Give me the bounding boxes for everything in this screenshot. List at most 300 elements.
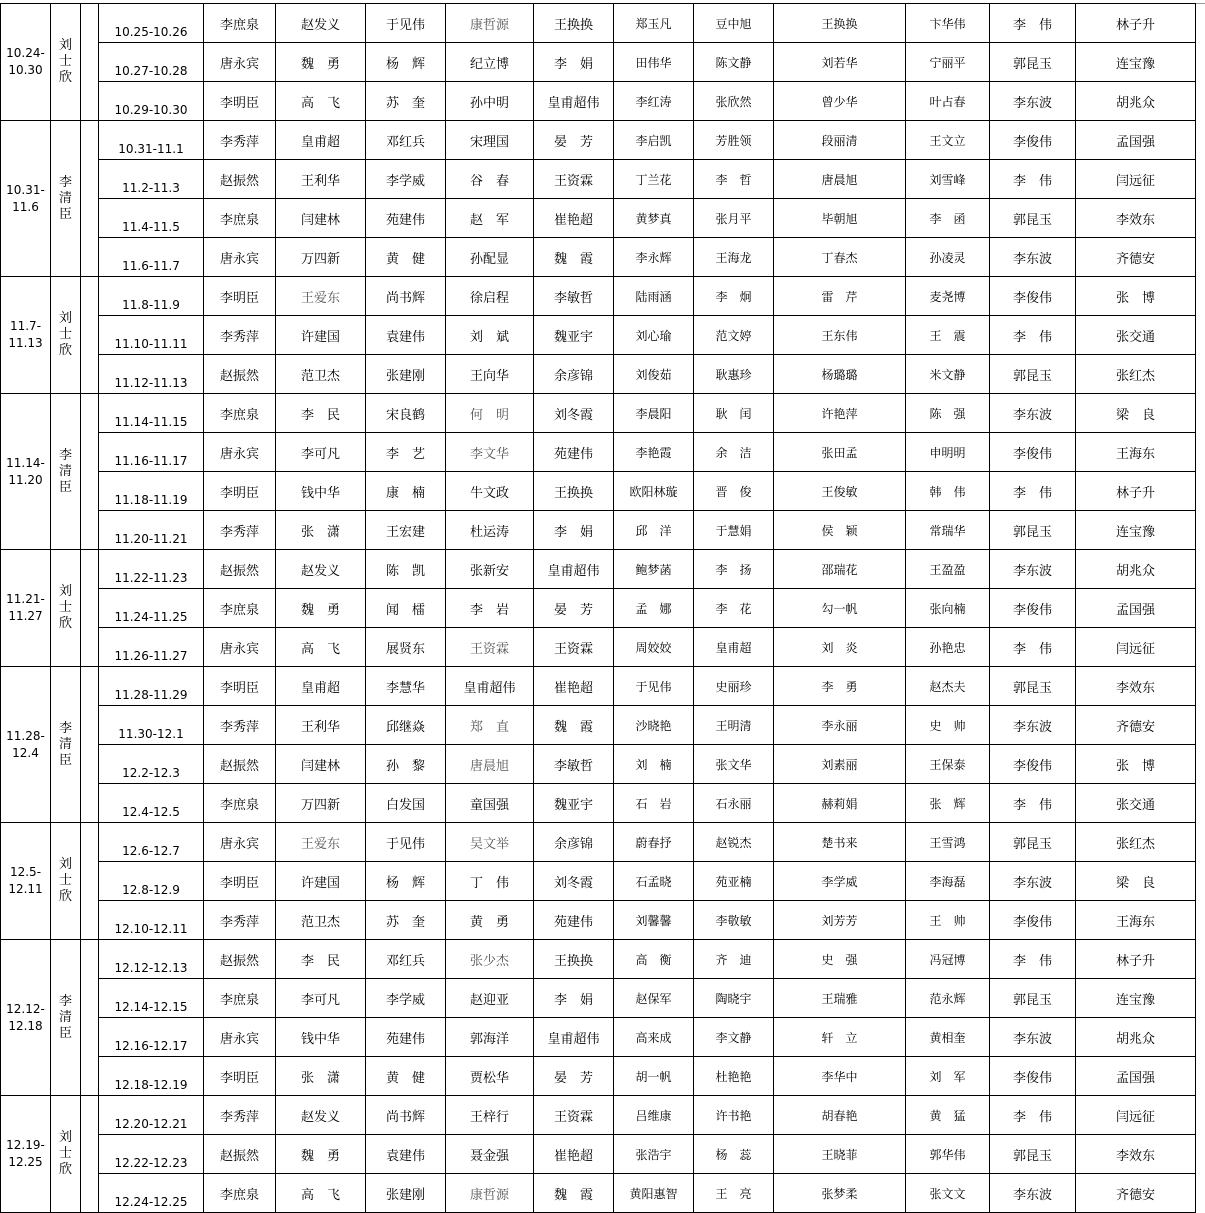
staff-name-cell: 唐永宾 xyxy=(204,43,276,82)
staff-name-cell: 芳胜领 xyxy=(694,121,774,160)
table-row xyxy=(1,667,1196,706)
table-row xyxy=(1,1174,1196,1213)
staff-name-cell: 康哲源 xyxy=(446,1174,534,1213)
week-range-cell: 10.31- 11.6 xyxy=(1,121,51,277)
staff-name-cell: 李 娟 xyxy=(534,43,614,82)
staff-name-cell: 唐永宾 xyxy=(204,628,276,667)
table-row xyxy=(1,199,1196,238)
staff-name-cell: 崔艳超 xyxy=(534,199,614,238)
staff-name-cell: 李庶泉 xyxy=(204,784,276,823)
staff-name-cell: 李可凡 xyxy=(276,979,366,1018)
staff-name-cell: 张新安 xyxy=(446,550,534,589)
staff-name-cell: 皇甫超伟 xyxy=(534,1018,614,1057)
staff-name-cell: 李 炯 xyxy=(694,277,774,316)
staff-name-cell: 宋理国 xyxy=(446,121,534,160)
staff-name-cell: 魏 勇 xyxy=(276,1135,366,1174)
staff-name-cell: 皇甫超伟 xyxy=(534,550,614,589)
staff-name-cell: 王资霖 xyxy=(534,628,614,667)
staff-name-cell: 晏 芳 xyxy=(534,589,614,628)
staff-name-cell: 张红杰 xyxy=(1076,355,1196,394)
date-cell: 12.18-12.19 xyxy=(99,1057,204,1096)
date-cell: 10.27-10.28 xyxy=(99,43,204,82)
staff-name-cell: 赵振然 xyxy=(204,1135,276,1174)
week-range-cell: 11.28- 12.4 xyxy=(1,667,51,823)
staff-name-cell: 魏 勇 xyxy=(276,43,366,82)
table-row xyxy=(1,940,1196,979)
staff-name-cell: 耿 闰 xyxy=(694,394,774,433)
staff-name-cell: 孟国强 xyxy=(1076,589,1196,628)
duty-leader-cell: 李 清 臣 xyxy=(51,121,81,277)
staff-name-cell: 李 扬 xyxy=(694,550,774,589)
staff-name-cell: 林子升 xyxy=(1076,4,1196,43)
staff-name-cell: 李海磊 xyxy=(906,862,990,901)
staff-name-cell: 李明臣 xyxy=(204,1057,276,1096)
staff-name-cell: 苑建伟 xyxy=(366,199,446,238)
staff-name-cell: 李俊伟 xyxy=(990,121,1076,160)
table-row xyxy=(1,862,1196,901)
date-cell: 12.12-12.13 xyxy=(99,940,204,979)
staff-name-cell: 皇甫超 xyxy=(276,121,366,160)
staff-name-cell: 张向楠 xyxy=(906,589,990,628)
staff-name-cell: 于见伟 xyxy=(614,667,694,706)
table-row xyxy=(1,706,1196,745)
date-cell: 11.2-11.3 xyxy=(99,160,204,199)
staff-name-cell: 李东波 xyxy=(990,238,1076,277)
staff-name-cell: 王盈盈 xyxy=(906,550,990,589)
week-range-cell: 12.5- 12.11 xyxy=(1,823,51,940)
staff-name-cell: 张 潇 xyxy=(276,511,366,550)
staff-name-cell: 刘馨馨 xyxy=(614,901,694,940)
staff-name-cell: 郭昆玉 xyxy=(990,43,1076,82)
staff-name-cell: 李东波 xyxy=(990,82,1076,121)
staff-name-cell: 晋 俊 xyxy=(694,472,774,511)
table-row xyxy=(1,1057,1196,1096)
staff-name-cell: 王 亮 xyxy=(694,1174,774,1213)
staff-name-cell: 李 艺 xyxy=(366,433,446,472)
staff-name-cell: 齐德安 xyxy=(1076,1174,1196,1213)
staff-name-cell: 钱中华 xyxy=(276,1018,366,1057)
staff-name-cell: 毕朝旭 xyxy=(774,199,906,238)
date-cell: 10.25-10.26 xyxy=(99,4,204,43)
staff-name-cell: 郭昆玉 xyxy=(990,355,1076,394)
spacer-cell xyxy=(81,1096,99,1213)
staff-name-cell: 李秀萍 xyxy=(204,1096,276,1135)
staff-name-cell: 李庶泉 xyxy=(204,4,276,43)
staff-name-cell: 段丽清 xyxy=(774,121,906,160)
staff-name-cell: 唐晨旭 xyxy=(774,160,906,199)
staff-name-cell: 黄阳惠智 xyxy=(614,1174,694,1213)
staff-name-cell: 李东波 xyxy=(990,394,1076,433)
staff-name-cell: 王宏建 xyxy=(366,511,446,550)
staff-name-cell: 苏 奎 xyxy=(366,82,446,121)
staff-name-cell: 许书艳 xyxy=(694,1096,774,1135)
staff-name-cell: 常瑞华 xyxy=(906,511,990,550)
table-row xyxy=(1,1135,1196,1174)
staff-name-cell: 冯冠博 xyxy=(906,940,990,979)
staff-name-cell: 李艳霞 xyxy=(614,433,694,472)
staff-name-cell: 李庶泉 xyxy=(204,199,276,238)
staff-name-cell: 李东波 xyxy=(990,862,1076,901)
staff-name-cell: 韩 伟 xyxy=(906,472,990,511)
week-range-cell: 11.7- 11.13 xyxy=(1,277,51,394)
date-cell: 11.16-11.17 xyxy=(99,433,204,472)
staff-name-cell: 赵迎亚 xyxy=(446,979,534,1018)
staff-name-cell: 王资霖 xyxy=(534,1096,614,1135)
staff-name-cell: 唐永宾 xyxy=(204,1018,276,1057)
staff-name-cell: 李东波 xyxy=(990,1018,1076,1057)
staff-name-cell: 李敬敏 xyxy=(694,901,774,940)
staff-name-cell: 黄 健 xyxy=(366,238,446,277)
staff-name-cell: 刘冬霞 xyxy=(534,862,614,901)
staff-name-cell: 丁 伟 xyxy=(446,862,534,901)
staff-name-cell: 皇甫超 xyxy=(276,667,366,706)
staff-name-cell: 闫远征 xyxy=(1076,1096,1196,1135)
staff-name-cell: 杜艳艳 xyxy=(694,1057,774,1096)
staff-name-cell: 梁 良 xyxy=(1076,394,1196,433)
staff-name-cell: 魏 霞 xyxy=(534,706,614,745)
spacer-cell xyxy=(81,4,99,121)
staff-name-cell: 陈 强 xyxy=(906,394,990,433)
staff-name-cell: 李明臣 xyxy=(204,667,276,706)
date-cell: 11.12-11.13 xyxy=(99,355,204,394)
staff-name-cell: 李秀萍 xyxy=(204,121,276,160)
staff-name-cell: 丁兰花 xyxy=(614,160,694,199)
staff-name-cell: 郑玉凡 xyxy=(614,4,694,43)
date-cell: 12.8-12.9 xyxy=(99,862,204,901)
staff-name-cell: 李 勇 xyxy=(774,667,906,706)
duty-leader-cell: 刘 士 欣 xyxy=(51,1096,81,1213)
staff-name-cell: 苑建伟 xyxy=(366,1018,446,1057)
staff-name-cell: 石永丽 xyxy=(694,784,774,823)
staff-name-cell: 白发国 xyxy=(366,784,446,823)
staff-name-cell: 史丽珍 xyxy=(694,667,774,706)
date-cell: 12.24-12.25 xyxy=(99,1174,204,1213)
staff-name-cell: 杨 辉 xyxy=(366,862,446,901)
staff-name-cell: 王换换 xyxy=(534,472,614,511)
staff-name-cell: 叶占春 xyxy=(906,82,990,121)
staff-name-cell: 邵瑞花 xyxy=(774,550,906,589)
staff-name-cell: 豆中旭 xyxy=(694,4,774,43)
staff-name-cell: 万四新 xyxy=(276,238,366,277)
staff-name-cell: 李庶泉 xyxy=(204,589,276,628)
staff-name-cell: 刘素丽 xyxy=(774,745,906,784)
staff-name-cell: 耿惠珍 xyxy=(694,355,774,394)
staff-name-cell: 赵振然 xyxy=(204,160,276,199)
staff-name-cell: 李 函 xyxy=(906,199,990,238)
table-row xyxy=(1,511,1196,550)
staff-name-cell: 李明臣 xyxy=(204,862,276,901)
staff-name-cell: 李俊伟 xyxy=(990,1057,1076,1096)
date-cell: 11.6-11.7 xyxy=(99,238,204,277)
staff-name-cell: 王资霖 xyxy=(534,160,614,199)
week-range-cell: 11.21- 11.27 xyxy=(1,550,51,667)
staff-name-cell: 黄相奎 xyxy=(906,1018,990,1057)
staff-name-cell: 杨 辉 xyxy=(366,43,446,82)
staff-name-cell: 连宝豫 xyxy=(1076,511,1196,550)
spacer-cell xyxy=(81,121,99,277)
staff-name-cell: 梁 良 xyxy=(1076,862,1196,901)
staff-name-cell: 纪立博 xyxy=(446,43,534,82)
staff-name-cell: 李效东 xyxy=(1076,667,1196,706)
table-row xyxy=(1,355,1196,394)
staff-name-cell: 张建刚 xyxy=(366,355,446,394)
staff-name-cell: 黄 猛 xyxy=(906,1096,990,1135)
staff-name-cell: 赵振然 xyxy=(204,940,276,979)
staff-name-cell: 王爱东 xyxy=(276,277,366,316)
staff-name-cell: 张 博 xyxy=(1076,277,1196,316)
staff-name-cell: 李俊伟 xyxy=(990,589,1076,628)
staff-name-cell: 王晓菲 xyxy=(774,1135,906,1174)
staff-name-cell: 李俊伟 xyxy=(990,433,1076,472)
staff-name-cell: 王明清 xyxy=(694,706,774,745)
table-row xyxy=(1,784,1196,823)
staff-name-cell: 许建国 xyxy=(276,862,366,901)
staff-name-cell: 郑 直 xyxy=(446,706,534,745)
staff-name-cell: 郭昆玉 xyxy=(990,979,1076,1018)
table-row xyxy=(1,43,1196,82)
duty-leader-cell: 李 清 臣 xyxy=(51,667,81,823)
staff-name-cell: 闫建林 xyxy=(276,745,366,784)
staff-name-cell: 李秀萍 xyxy=(204,706,276,745)
staff-name-cell: 李文静 xyxy=(694,1018,774,1057)
staff-name-cell: 刘心瑜 xyxy=(614,316,694,355)
table-row xyxy=(1,1096,1196,1135)
date-cell: 12.10-12.11 xyxy=(99,901,204,940)
date-cell: 12.22-12.23 xyxy=(99,1135,204,1174)
staff-name-cell: 胡兆众 xyxy=(1076,1018,1196,1057)
staff-name-cell: 苑亚楠 xyxy=(694,862,774,901)
staff-name-cell: 陈文静 xyxy=(694,43,774,82)
staff-name-cell: 李明臣 xyxy=(204,82,276,121)
staff-name-cell: 史 强 xyxy=(774,940,906,979)
staff-name-cell: 张文文 xyxy=(906,1174,990,1213)
staff-name-cell: 李 岩 xyxy=(446,589,534,628)
staff-name-cell: 尚书辉 xyxy=(366,277,446,316)
staff-name-cell: 李 伟 xyxy=(990,4,1076,43)
staff-name-cell: 齐德安 xyxy=(1076,238,1196,277)
staff-name-cell: 吕维康 xyxy=(614,1096,694,1135)
staff-name-cell: 康 楠 xyxy=(366,472,446,511)
staff-name-cell: 刘 炎 xyxy=(774,628,906,667)
staff-name-cell: 李庶泉 xyxy=(204,394,276,433)
date-cell: 11.8-11.9 xyxy=(99,277,204,316)
staff-name-cell: 张交通 xyxy=(1076,784,1196,823)
week-range-cell: 12.19- 12.25 xyxy=(1,1096,51,1213)
staff-name-cell: 王爱东 xyxy=(276,823,366,862)
staff-name-cell: 余 洁 xyxy=(694,433,774,472)
staff-name-cell: 李东波 xyxy=(990,706,1076,745)
staff-name-cell: 王瑞雅 xyxy=(774,979,906,1018)
staff-name-cell: 石 岩 xyxy=(614,784,694,823)
staff-name-cell: 曾少华 xyxy=(774,82,906,121)
staff-name-cell: 余彦锦 xyxy=(534,355,614,394)
staff-name-cell: 张欣然 xyxy=(694,82,774,121)
staff-name-cell: 张 潇 xyxy=(276,1057,366,1096)
table-row xyxy=(1,628,1196,667)
staff-name-cell: 王换换 xyxy=(534,4,614,43)
staff-name-cell: 孟国强 xyxy=(1076,121,1196,160)
date-cell: 11.30-12.1 xyxy=(99,706,204,745)
staff-name-cell: 童国强 xyxy=(446,784,534,823)
staff-name-cell: 范卫杰 xyxy=(276,901,366,940)
staff-name-cell: 宁丽平 xyxy=(906,43,990,82)
staff-name-cell: 李永辉 xyxy=(614,238,694,277)
staff-name-cell: 李秀萍 xyxy=(204,901,276,940)
staff-name-cell: 林子升 xyxy=(1076,472,1196,511)
staff-name-cell: 万四新 xyxy=(276,784,366,823)
table-row xyxy=(1,823,1196,862)
staff-name-cell: 郭华伟 xyxy=(906,1135,990,1174)
staff-name-cell: 陆雨涵 xyxy=(614,277,694,316)
staff-name-cell: 李俊伟 xyxy=(990,745,1076,784)
duty-leader-cell: 李 清 臣 xyxy=(51,940,81,1096)
staff-name-cell: 李学威 xyxy=(774,862,906,901)
table-row xyxy=(1,1018,1196,1057)
date-cell: 12.6-12.7 xyxy=(99,823,204,862)
staff-name-cell: 皇甫超伟 xyxy=(446,667,534,706)
staff-name-cell: 唐永宾 xyxy=(204,433,276,472)
staff-name-cell: 刘若华 xyxy=(774,43,906,82)
staff-name-cell: 李慧华 xyxy=(366,667,446,706)
staff-name-cell: 李 伟 xyxy=(990,628,1076,667)
staff-name-cell: 陶晓宇 xyxy=(694,979,774,1018)
staff-name-cell: 唐永宾 xyxy=(204,823,276,862)
staff-name-cell: 王保泰 xyxy=(906,745,990,784)
staff-name-cell: 蔚春抒 xyxy=(614,823,694,862)
staff-name-cell: 赵发义 xyxy=(276,550,366,589)
staff-name-cell: 郭昆玉 xyxy=(990,511,1076,550)
staff-name-cell: 齐 迪 xyxy=(694,940,774,979)
staff-name-cell: 丁春杰 xyxy=(774,238,906,277)
staff-name-cell: 赵振然 xyxy=(204,355,276,394)
staff-name-cell: 李红涛 xyxy=(614,82,694,121)
date-cell: 11.24-11.25 xyxy=(99,589,204,628)
staff-name-cell: 杨 蕊 xyxy=(694,1135,774,1174)
table-row xyxy=(1,238,1196,277)
staff-name-cell: 李华中 xyxy=(774,1057,906,1096)
staff-name-cell: 王 帅 xyxy=(906,901,990,940)
staff-name-cell: 胡春艳 xyxy=(774,1096,906,1135)
staff-name-cell: 胡兆众 xyxy=(1076,82,1196,121)
staff-name-cell: 李明臣 xyxy=(204,472,276,511)
staff-name-cell: 李东波 xyxy=(990,1174,1076,1213)
staff-name-cell: 史 帅 xyxy=(906,706,990,745)
staff-name-cell: 邓红兵 xyxy=(366,940,446,979)
staff-name-cell: 张红杰 xyxy=(1076,823,1196,862)
staff-name-cell: 袁建伟 xyxy=(366,1135,446,1174)
staff-name-cell: 范卫杰 xyxy=(276,355,366,394)
staff-name-cell: 李可凡 xyxy=(276,433,366,472)
staff-name-cell: 王文立 xyxy=(906,121,990,160)
staff-name-cell: 李敏哲 xyxy=(534,277,614,316)
table-row xyxy=(1,433,1196,472)
staff-name-cell: 刘俊茹 xyxy=(614,355,694,394)
staff-name-cell: 高来成 xyxy=(614,1018,694,1057)
duty-leader-cell: 刘 士 欣 xyxy=(51,4,81,121)
staff-name-cell: 雷 芹 xyxy=(774,277,906,316)
staff-name-cell: 苑建伟 xyxy=(534,901,614,940)
staff-name-cell: 李庶泉 xyxy=(204,1174,276,1213)
staff-name-cell: 魏 霞 xyxy=(534,1174,614,1213)
spacer-cell xyxy=(81,940,99,1096)
staff-name-cell: 康哲源 xyxy=(446,4,534,43)
staff-name-cell: 赵振然 xyxy=(204,550,276,589)
staff-name-cell: 崔艳超 xyxy=(534,667,614,706)
table-row xyxy=(1,901,1196,940)
staff-name-cell: 张少杰 xyxy=(446,940,534,979)
duty-leader-cell: 李 清 臣 xyxy=(51,394,81,550)
staff-name-cell: 李文华 xyxy=(446,433,534,472)
week-range-cell: 12.12- 12.18 xyxy=(1,940,51,1096)
table-row xyxy=(1,979,1196,1018)
staff-name-cell: 张月平 xyxy=(694,199,774,238)
staff-name-cell: 许建国 xyxy=(276,316,366,355)
staff-name-cell: 刘 斌 xyxy=(446,316,534,355)
staff-name-cell: 李 伟 xyxy=(990,784,1076,823)
date-cell: 11.28-11.29 xyxy=(99,667,204,706)
table-row xyxy=(1,589,1196,628)
date-cell: 12.14-12.15 xyxy=(99,979,204,1018)
staff-name-cell: 于见伟 xyxy=(366,823,446,862)
staff-name-cell: 吴文举 xyxy=(446,823,534,862)
staff-name-cell: 黄 勇 xyxy=(446,901,534,940)
staff-name-cell: 李 伟 xyxy=(990,1096,1076,1135)
staff-name-cell: 闫远征 xyxy=(1076,628,1196,667)
staff-name-cell: 苏 奎 xyxy=(366,901,446,940)
staff-name-cell: 王梓行 xyxy=(446,1096,534,1135)
table-row xyxy=(1,277,1196,316)
staff-name-cell: 范文婷 xyxy=(694,316,774,355)
staff-name-cell: 苑建伟 xyxy=(534,433,614,472)
date-cell: 12.20-12.21 xyxy=(99,1096,204,1135)
date-cell: 12.16-12.17 xyxy=(99,1018,204,1057)
week-range-cell: 10.24- 10.30 xyxy=(1,4,51,121)
staff-name-cell: 勾一帆 xyxy=(774,589,906,628)
staff-name-cell: 李俊伟 xyxy=(990,901,1076,940)
staff-name-cell: 李 伟 xyxy=(990,472,1076,511)
staff-name-cell: 张文华 xyxy=(694,745,774,784)
staff-name-cell: 李学威 xyxy=(366,979,446,1018)
staff-name-cell: 李学威 xyxy=(366,160,446,199)
date-cell: 12.2-12.3 xyxy=(99,745,204,784)
staff-name-cell: 赵发义 xyxy=(276,1096,366,1135)
staff-name-cell: 钱中华 xyxy=(276,472,366,511)
staff-name-cell: 胡一帆 xyxy=(614,1057,694,1096)
staff-name-cell: 周姣姣 xyxy=(614,628,694,667)
staff-name-cell: 魏 勇 xyxy=(276,589,366,628)
staff-name-cell: 李 哲 xyxy=(694,160,774,199)
staff-name-cell: 刘 楠 xyxy=(614,745,694,784)
staff-name-cell: 郭昆玉 xyxy=(990,667,1076,706)
staff-name-cell: 麦尧博 xyxy=(906,277,990,316)
staff-name-cell: 轩 立 xyxy=(774,1018,906,1057)
staff-name-cell: 何 明 xyxy=(446,394,534,433)
staff-name-cell: 张建刚 xyxy=(366,1174,446,1213)
spacer-cell xyxy=(81,550,99,667)
date-cell: 10.29-10.30 xyxy=(99,82,204,121)
table-row xyxy=(1,394,1196,433)
staff-name-cell: 许艳萍 xyxy=(774,394,906,433)
staff-name-cell: 王东伟 xyxy=(774,316,906,355)
staff-name-cell: 林子升 xyxy=(1076,940,1196,979)
staff-name-cell: 田伟华 xyxy=(614,43,694,82)
staff-name-cell: 王换换 xyxy=(774,4,906,43)
staff-name-cell: 王向华 xyxy=(446,355,534,394)
staff-name-cell: 李启凯 xyxy=(614,121,694,160)
staff-name-cell: 谷 春 xyxy=(446,160,534,199)
staff-name-cell: 王利华 xyxy=(276,160,366,199)
staff-name-cell: 晏 芳 xyxy=(534,1057,614,1096)
